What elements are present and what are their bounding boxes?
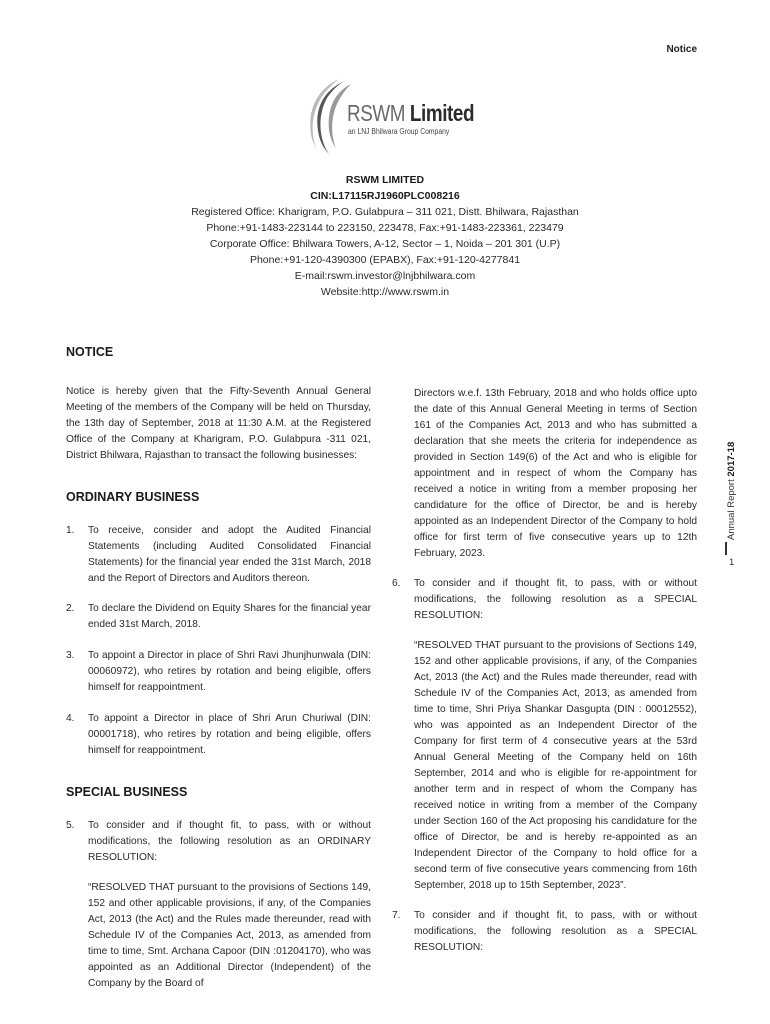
list-item: 7. To consider and if thought fit, to pass, with or without modifications, the following resolution as a SPECIAL RESOLUTION: bbox=[392, 910, 697, 953]
ordinary-business-heading: ORDINARY BUSINESS bbox=[66, 490, 200, 504]
company-cin: CIN:L17115RJ1960PLC008216 bbox=[310, 190, 460, 202]
corporate-office: Corporate Office: Bhilwara Towers, A-12, Sector – 1, Noida – 201 301 (U.P) bbox=[209, 238, 561, 250]
list-item: 4. To appoint a Director in place of Shri Arun Churiwal (DIN: 00001718), who retires by rotation and being eligible, offers himself for reappointment. bbox=[66, 713, 371, 756]
section-label: Notice bbox=[666, 44, 697, 55]
item6-resolution: “RESOLVED THAT pursuant to the provisions of Sections 149, 152 and other applicable provisions, if any, of the Companies Act, 2013 (the Act) and the Rules made thereunder, read with Schedule IV of the Companies Act, 2013, as amended from time to time, Shri Priya Shankar Dasgupta (DIN : 00012552), who was appointed as an Independent Director of the Company for first term of 4 consecutive years at the 53rd Annual General Meeting of the Company held on 16th September, 2014 and who is eligible for re-appointment for another term and in respect of whom the Company has received notice in writing from a member of the Company under Section 160 of the Act proposing his candidature for the office of Director, be and is hereby re-appointed as an Independent Director of the Company to hold office for a second term of five consecutive years commencing from 16th September, 2018 up to 15th September, 2023”. bbox=[414, 640, 697, 891]
list-item: 5. To consider and if thought fit, to pass, with or without modifications, the following resolution as an ORDINARY RESOLUTION: bbox=[66, 820, 371, 863]
annual-report-label: Annual Report 2017-18 bbox=[726, 441, 737, 540]
company-email: E-mail:rswm.investor@lnjbhilwara.com bbox=[294, 270, 476, 282]
registered-phone: Phone:+91-1483-223144 to 223150, 223478, Fax:+91-1483-223361, 223479 bbox=[206, 222, 564, 234]
company-name: RSWM LIMITED bbox=[345, 174, 425, 186]
item5-resolution-continued: Directors w.e.f. 13th February, 2018 and who holds office upto the date of this Annual General Meeting in terms of Section 161 of the Companies Act, 2013 and who has submitted a declaration that she meets the criteria for independence as provided in Section 149(6) of the Act and who is eligible for appointment and in respect of whom the Company has received a notice in writing from a member proposing her candidature for the office of Director, be and is hereby appointed as an Independent Director of the Company to hold office for first term of five consecutive years up to 12th February, 2023. bbox=[414, 388, 697, 559]
corporate-phone: Phone:+91-120-4390300 (EPABX), Fax:+91-120-4277841 bbox=[249, 254, 521, 266]
logo-tagline: an LNJ Bhilwara Group Company bbox=[348, 127, 450, 136]
company-website: Website:http://www.rswm.in bbox=[320, 286, 450, 298]
page-number: 1 bbox=[729, 557, 735, 568]
company-details bbox=[0, 172, 770, 300]
item5-resolution: “RESOLVED THAT pursuant to the provisions of Sections 149, 152 and other applicable provisions, if any, of the Companies Act, 2013 (the Act) and the Rules made thereunder, read with Schedule IV of the Companies Act, 2013, as amended from time to time, Smt. Archana Capoor (DIN :01204170), who was appointed as an Additional Director (Independent) of the Company by the Board of bbox=[88, 882, 371, 989]
right-column bbox=[392, 386, 697, 956]
side-divider bbox=[725, 542, 727, 555]
company-logo bbox=[305, 78, 475, 156]
list-item: 3. To appoint a Director in place of Shri Ravi Jhunjhunwala (DIN: 00060972), who retires by rotation and being eligible, offers himself for reappointment. bbox=[66, 650, 371, 693]
special-business-heading: SPECIAL BUSINESS bbox=[66, 785, 188, 799]
left-column bbox=[66, 384, 371, 992]
list-item: 6. To consider and if thought fit, to pass, with or without modifications, the following resolution as a SPECIAL RESOLUTION: bbox=[392, 578, 697, 621]
registered-office: Registered Office: Kharigram, P.O. Gulabpura – 311 021, Distt. Bhilwara, Rajasthan bbox=[191, 206, 579, 218]
list-item: 2. To declare the Dividend on Equity Shares for the financial year ended 31st March, 2018. bbox=[66, 603, 371, 630]
notice-intro: Notice is hereby given that the Fifty-Seventh Annual General Meeting of the members of the Company will be held on Thursday, the 13th day of September, 2018 at 11:30 A.M. at the Registered Office of the Company at Kharigram, P.O. Gulabpura -311 021, District Bhilwara, Rajasthan to transact the following businesses: bbox=[66, 386, 371, 461]
list-item: 1. To receive, consider and adopt the Audited Financial Statements (including Audited Consolidated Financial Statements) for the financial year ended the 31st March, 2018 and the Report of Directors and Auditors thereon. bbox=[66, 525, 371, 584]
logo-wordmark: RSWM Limited bbox=[347, 100, 475, 126]
notice-heading: NOTICE bbox=[66, 345, 114, 359]
